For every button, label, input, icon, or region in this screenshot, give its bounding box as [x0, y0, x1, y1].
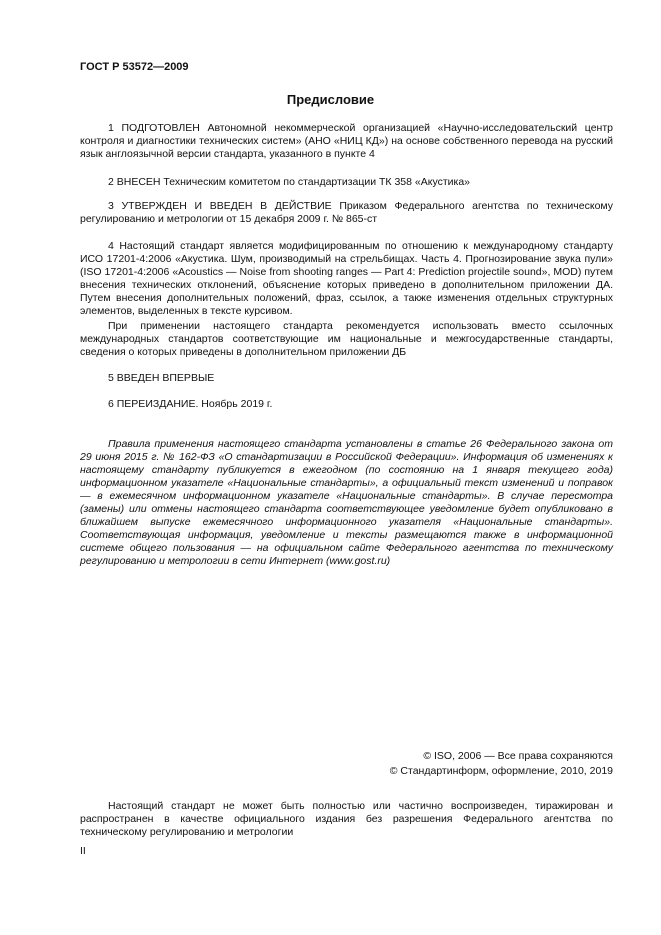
paragraph-3: 3 УТВЕРЖДЕН И ВВЕДЕН В ДЕЙСТВИЕ Приказом Федерального агентства по техническому регулированию и метрологии от 15 декабря 2009 г. № 865-ст: [80, 200, 613, 225]
paragraph-6: 6 ПЕРЕИЗДАНИЕ. Ноябрь 2019 г.: [108, 398, 273, 410]
standard-application-notice: Правила применения настоящего стандарта установлены в статье 26 Федерального закона от 29 июня 2015 г. № 162-ФЗ «О стандартизации в Российской Федерации». Информация об изменениях к настоящему стандарту публикуется в ежегодном (по состоянию на 1 января текущего года) информационном указателе «Национальные стандарты», а официальный текст изменений и поправок — в ежемесячном информационном указателе «Национальные стандарты». В случае пересмотра (замены) или отмены настоящего стандарта соответствующее уведомление будет опубликовано в ближайшем выпуске ежемесячного информационного указателя «Национальные стандарты». Соответствующая информация, уведомление и тексты размещаются также в информационной системе общего пользования — на официальном сайте Федерального агентства по техническому регулированию и метрологии в сети Интернет (www.gost.ru): [80, 438, 613, 567]
paragraph-2: 2 ВНЕСЕН Техническим комитетом по стандартизации ТК 358 «Акустика»: [108, 176, 471, 188]
page-number: II: [80, 845, 86, 857]
page-title: Предисловие: [286, 92, 375, 107]
paragraph-4: 4 Настоящий стандарт является модифицированным по отношению к международному стандарту ИСО 17201-4:2006 «Акустика. Шум, производимый на стрельбищах. Часть 4. Прогнозирование звука пули» (ISO 17201-4:2006 «Acoustics — Noise from shooting ranges — Part 4: Prediction projectile sound», MOD) путем внесения технических отклонений, объяснение которых приведено в дополнительном приложении ДА. Путем внесения дополнительных положений, фраз, ссылок, а также изменения отдельных структурных элементов, выделенных в тексте курсивом.: [80, 240, 613, 317]
paragraph-1: 1 ПОДГОТОВЛЕН Автономной некоммерческой организацией «Научно-исследовательский центр контроля и диагностики технических систем» (АНО «НИЦ КД») на основе собственного перевода на русский язык англоязычной версии стандарта, указанного в пункте 4: [80, 122, 613, 160]
document-id-header: ГОСТ Р 53572—2009: [80, 61, 189, 73]
copyright-standartinform: © Стандартинформ, оформление, 2010, 2019: [389, 765, 613, 777]
paragraph-5: 5 ВВЕДЕН ВПЕРВЫЕ: [108, 372, 215, 384]
paragraph-4-continued: При применении настоящего стандарта рекомендуется использовать вместо ссылочных международных стандартов соответствующие им национальные и межгосударственные стандарты, сведения о которых приведены в дополнительном приложении ДБ: [80, 320, 613, 358]
reproduction-notice: Настоящий стандарт не может быть полностью или частично воспроизведен, тиражирован и распространен в качестве официального издания без разрешения Федерального агентства по техническому регулированию и метрологии: [80, 800, 613, 838]
copyright-iso: © ISO, 2006 — Все права сохраняются: [423, 750, 613, 762]
